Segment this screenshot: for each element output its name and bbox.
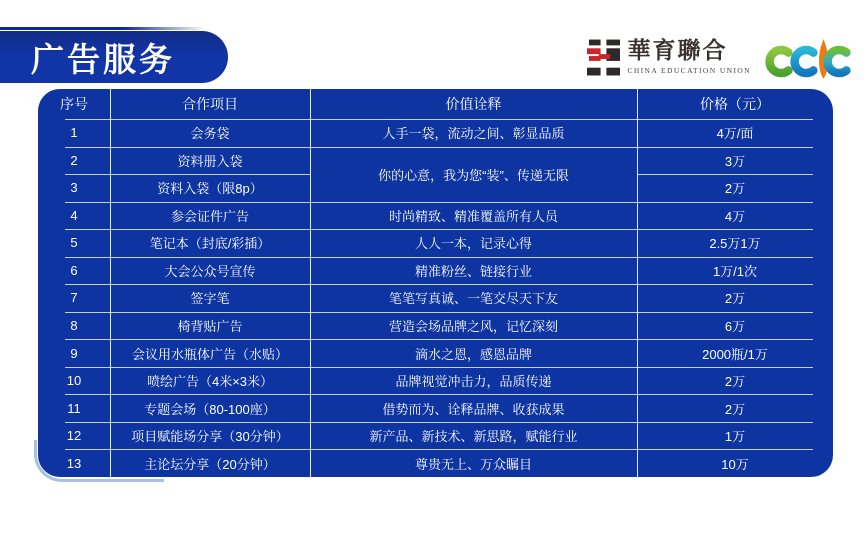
row-divider (65, 394, 813, 395)
cell-no: 13 (66, 455, 82, 471)
cell-price: 6万 (724, 319, 746, 335)
cell-value: 你的心意，我为您“装”、传递无限 (378, 167, 569, 183)
cell-no: 7 (70, 290, 78, 306)
row-divider (65, 284, 813, 285)
cell-price: 10万 (721, 456, 749, 472)
row-divider (65, 257, 813, 258)
cell-price: 3万 (724, 153, 746, 169)
row-divider (65, 312, 813, 313)
cell-no: 1 (70, 125, 78, 141)
ccic-logo-icon (765, 33, 857, 83)
cell-no: 10 (66, 373, 82, 389)
cell-no: 4 (70, 207, 78, 223)
cell-item: 签字笔 (190, 291, 230, 307)
cell-item: 参会证件广告 (170, 208, 249, 224)
cell-item: 喷绘广告（4米×3米） (146, 374, 274, 390)
page-title-banner (0, 31, 228, 83)
huayu-logo-name: 華育聯合 (627, 38, 728, 63)
cell-item: 主论坛分享（20分钟） (144, 456, 276, 472)
cell-item: 会议用水瓶体广告（水贴） (131, 346, 288, 362)
huayu-logo (587, 38, 751, 78)
cell-no: 3 (70, 180, 78, 196)
cell-value: 借势而为、诠释品牌、收获成果 (382, 401, 565, 417)
cell-no: 9 (70, 345, 78, 361)
cell-price: 2000瓶/1万 (702, 346, 768, 362)
page-title: 广告服务 (31, 40, 175, 78)
cell-price: 1万/1次 (712, 263, 758, 279)
header-logos (587, 33, 857, 83)
cell-price: 1万 (724, 429, 746, 445)
cell-item: 笔记本（封底/彩插） (149, 236, 271, 252)
row-divider (65, 202, 813, 203)
cell-price: 2万 (724, 401, 746, 417)
cell-price: 4万/面 (716, 126, 754, 142)
row-divider (65, 174, 310, 175)
row-divider (65, 147, 813, 148)
cell-item: 椅背贴广告 (177, 319, 243, 335)
cell-value: 尊贵无上、万众瞩目 (414, 456, 532, 472)
cell-item: 专题会场（80-100座） (144, 401, 276, 417)
cell-no: 11 (67, 400, 81, 416)
row-divider (65, 367, 813, 368)
huayu-logo-icon (587, 38, 620, 78)
cell-value: 新产品、新技术、新思路，赋能行业 (369, 429, 578, 445)
cell-price: 2万 (724, 291, 746, 307)
header-cell: 价格（元） (700, 96, 770, 112)
cell-price: 4万 (724, 208, 746, 224)
header-cell: 合作项目 (182, 96, 238, 112)
cell-value: 精准粉丝、链接行业 (414, 263, 532, 279)
huayu-logo-subtitle: CHINA EDUCATION UNION (627, 66, 751, 75)
cell-no: 5 (70, 235, 78, 251)
huayu-logo-text (627, 38, 751, 75)
cell-no: 8 (70, 318, 78, 334)
ad-services-table (38, 89, 833, 477)
row-divider (65, 449, 813, 450)
cell-no: 2 (70, 152, 78, 168)
cell-price: 2万 (724, 181, 746, 197)
cell-value: 人人一本，记录心得 (414, 236, 532, 252)
row-divider (637, 174, 813, 175)
cell-no: 12 (66, 428, 82, 444)
header-cell: 价值诠释 (445, 96, 502, 112)
cell-no: 6 (70, 262, 78, 278)
cell-value: 时尚精致、精准覆盖所有人员 (388, 208, 558, 224)
cell-value: 人手一袋，流动之间、彰显品质 (382, 126, 565, 142)
cell-value: 营造会场品牌之风，记忆深刻 (388, 319, 558, 335)
cell-price: 2万 (724, 374, 746, 390)
cell-value: 滴水之恩，感恩品牌 (414, 346, 532, 362)
row-divider (65, 119, 813, 120)
cell-item: 大会公众号宣传 (164, 263, 256, 279)
cell-value: 笔笔写真诚、一笔交尽天下友 (388, 291, 558, 307)
cell-value: 品牌视觉冲击力，品质传递 (395, 374, 552, 390)
cell-item: 项目赋能场分享（30分钟） (131, 429, 289, 445)
header-cell: 序号 (60, 96, 88, 112)
row-divider (65, 339, 813, 340)
cell-item: 资料入袋（限8p） (157, 181, 263, 197)
row-divider (65, 229, 813, 230)
cell-price: 2.5万1万 (709, 236, 761, 252)
cell-item: 资料册入袋 (177, 153, 243, 169)
row-divider (65, 422, 813, 423)
banner-top-stripe (0, 27, 206, 30)
cell-item: 会务袋 (190, 126, 230, 142)
